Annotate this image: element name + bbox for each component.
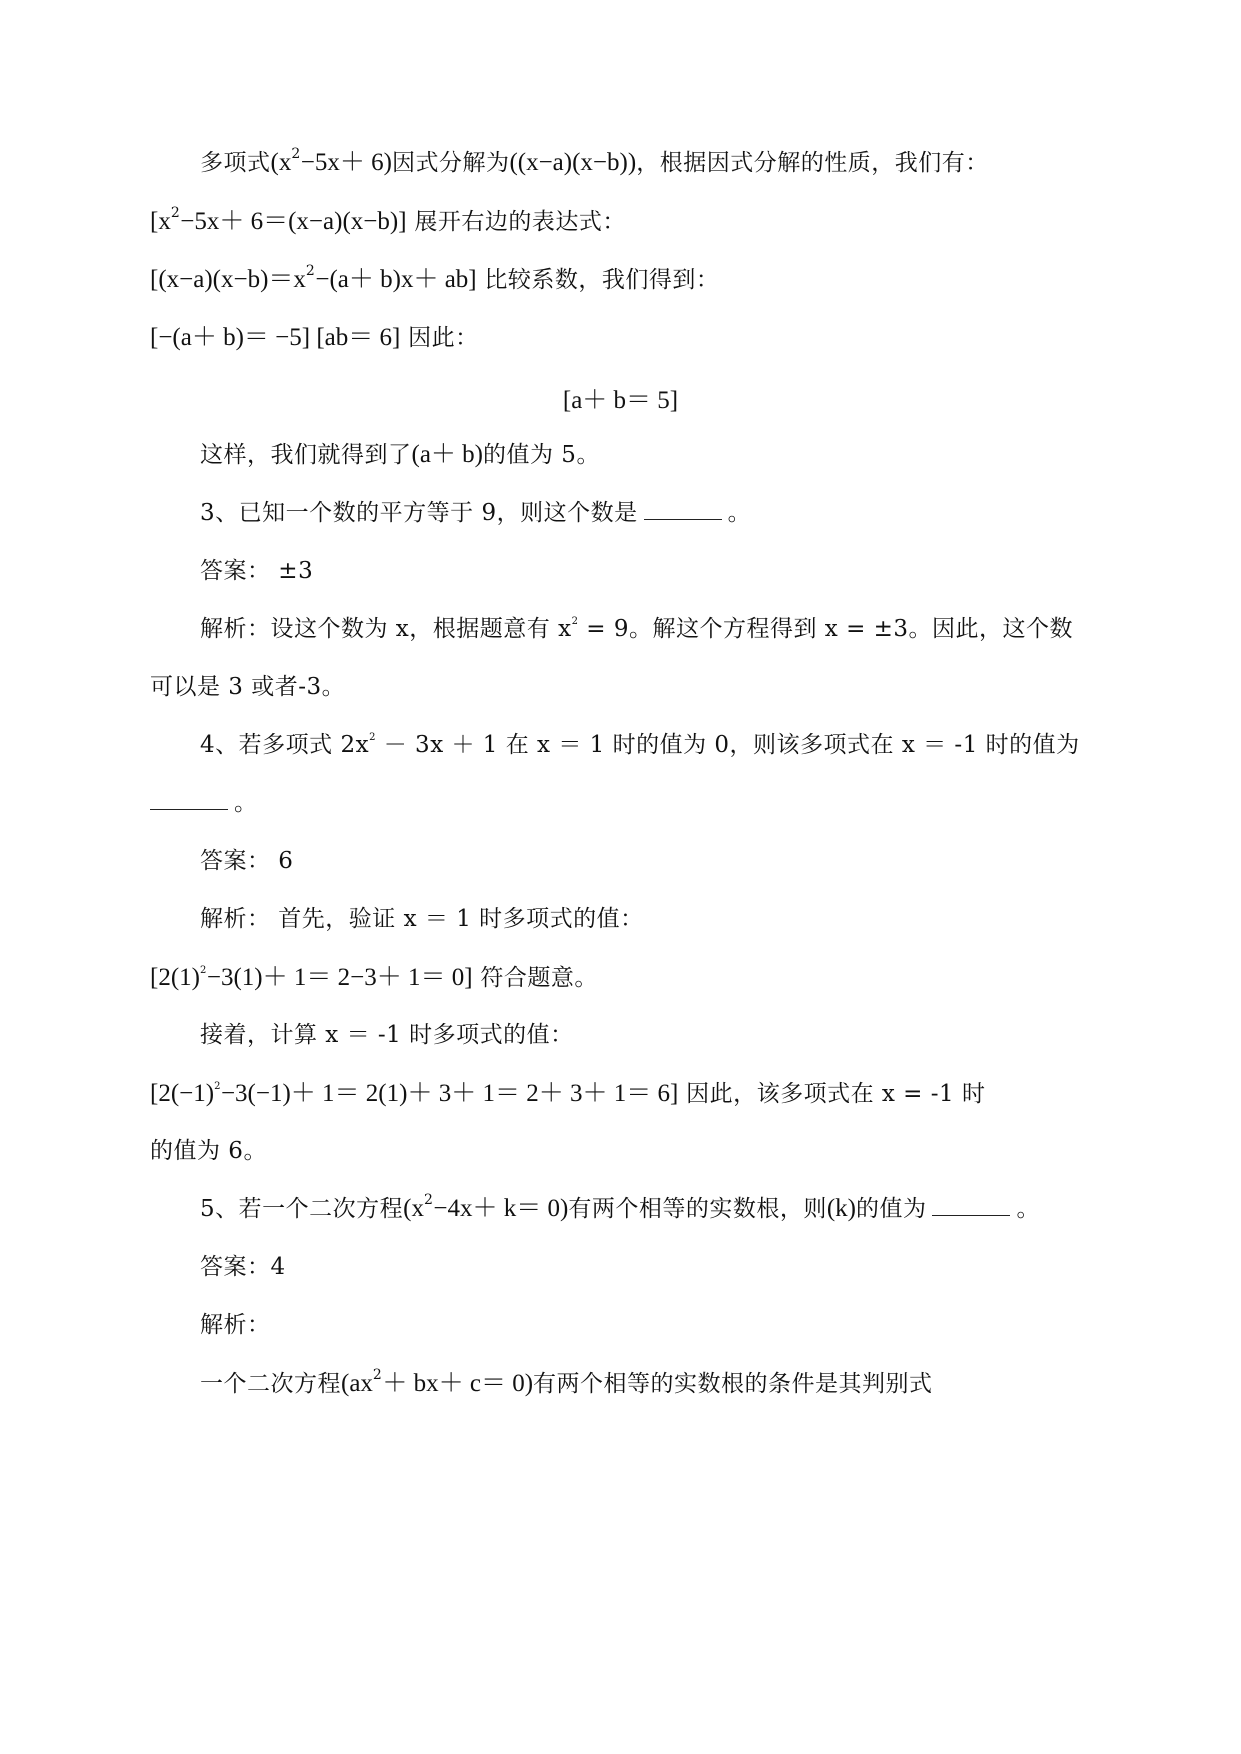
math: −(a＋ b)x＋ ab]	[315, 266, 477, 293]
text: 一个二次方程	[200, 1371, 341, 1397]
text: 多项式	[200, 150, 271, 176]
answer-3	[200, 556, 313, 586]
math: −4x＋ k＝ 0)	[433, 1195, 569, 1222]
math: −5x＋ 6＝(x−a)(x−b)]	[180, 208, 407, 235]
question-3	[200, 498, 751, 528]
text-line-16	[200, 1020, 574, 1050]
text: 符合题意。	[472, 965, 598, 991]
text: 的值为 6。	[150, 1138, 267, 1164]
text: 比较系数，我们得到：	[476, 267, 720, 293]
analysis-3-line-2	[150, 672, 345, 702]
superscript: 2	[369, 732, 376, 744]
equation-line-5	[0, 386, 1241, 416]
text: 。	[234, 790, 258, 816]
superscript: 2	[372, 1367, 383, 1384]
analysis-3-line-1	[200, 614, 1073, 644]
math: (x	[403, 1195, 424, 1222]
text: 接着，计算 x ＝ -1 时多项式的值：	[200, 1022, 574, 1048]
text: 有两个相等的实数根，则	[568, 1196, 827, 1222]
equation-line-2	[150, 207, 626, 237]
answer-blank	[932, 1197, 1010, 1216]
math: (k)	[826, 1195, 856, 1222]
text: 5、若一个二次方程	[200, 1196, 404, 1222]
superscript: 2	[305, 263, 316, 280]
superscript: 2	[571, 616, 579, 628]
answer-4	[200, 846, 293, 876]
math: ＋ bx＋ c＝ 0)	[382, 1370, 534, 1397]
text: 因此，该多项式在 x = -1 时	[678, 1081, 986, 1107]
math: [(x−a)(x−b)＝x	[150, 266, 306, 293]
superscript: 2	[214, 1081, 221, 1093]
text: 这样，我们就得到了	[200, 442, 412, 468]
analysis-5-label	[200, 1310, 271, 1340]
math: [2(−1)	[150, 1080, 215, 1107]
math: (a＋ b)	[411, 441, 483, 468]
answer-text: 答案： 6	[200, 848, 294, 874]
text: 解析：设这个数为 x，根据题意有 x	[200, 616, 572, 642]
math: (x	[270, 149, 292, 176]
equation-line-17	[150, 1079, 985, 1109]
math: −5x＋ 6)	[300, 149, 392, 176]
text-line-1	[200, 148, 989, 178]
text: 的值为	[855, 1196, 927, 1222]
text: 可以是 3 或者-3。	[150, 674, 346, 700]
superscript: 2	[199, 965, 207, 977]
equation-line-15	[150, 963, 598, 993]
text: 。	[727, 500, 752, 526]
equation-line-4	[150, 323, 479, 353]
math: [a＋ b＝ 5]	[562, 387, 679, 414]
answer-blank	[644, 501, 722, 520]
text: 有两个相等的实数根的条件是其判别式	[533, 1371, 933, 1397]
text: = 9。解这个方程得到 x = ±3。因此，这个数	[578, 616, 1074, 642]
math: ((x−a)(x−b))	[509, 149, 637, 176]
answer-blank	[150, 791, 228, 810]
answer-text: 答案： ±3	[200, 558, 314, 584]
superscript: 2	[170, 205, 181, 222]
analysis-5-line-1	[200, 1369, 933, 1399]
math: [x	[150, 208, 171, 235]
text: 。	[1016, 1196, 1040, 1222]
text-line-18	[150, 1136, 267, 1166]
text: － 3x ＋ 1 在 x ＝ 1 时的值为 0，则该多项式在 x ＝ -1 时的值为	[375, 732, 1080, 758]
answer-text: 答案：4	[200, 1254, 286, 1280]
text: 解析： 首先，验证 x ＝ 1 时多项式的值：	[200, 906, 644, 932]
math: −3(1)＋ 1＝ 2−3＋ 1＝ 0]	[206, 964, 473, 991]
answer-5	[200, 1252, 286, 1282]
superscript: 2	[291, 146, 301, 163]
math: (ax	[341, 1370, 373, 1397]
text: 因式分解为	[391, 150, 510, 176]
analysis-4-line-1	[200, 904, 644, 934]
text: ，根据因式分解的性质，我们有：	[636, 150, 989, 176]
superscript: 2	[423, 1192, 434, 1209]
text: 展开右边的表达式：	[406, 209, 626, 235]
text: 4、若多项式 2x	[200, 732, 370, 758]
text: 因此：	[400, 325, 479, 351]
question-4-line-2	[150, 788, 258, 818]
question-text: 3、已知一个数的平方等于 9，则这个数是	[200, 500, 638, 526]
text-line-6	[200, 440, 600, 470]
math: −3(−1)＋ 1＝ 2(1)＋ 3＋ 1＝ 2＋ 3＋ 1＝ 6]	[220, 1080, 679, 1107]
math: [−(a＋ b)＝ −5] [ab＝ 6]	[150, 324, 401, 351]
text: 解析：	[200, 1312, 271, 1338]
text: 的值为 5。	[483, 442, 600, 468]
equation-line-3	[150, 265, 719, 295]
question-4-line-1	[200, 730, 1080, 760]
question-5	[200, 1194, 1040, 1224]
math: [2(1)	[150, 964, 200, 991]
